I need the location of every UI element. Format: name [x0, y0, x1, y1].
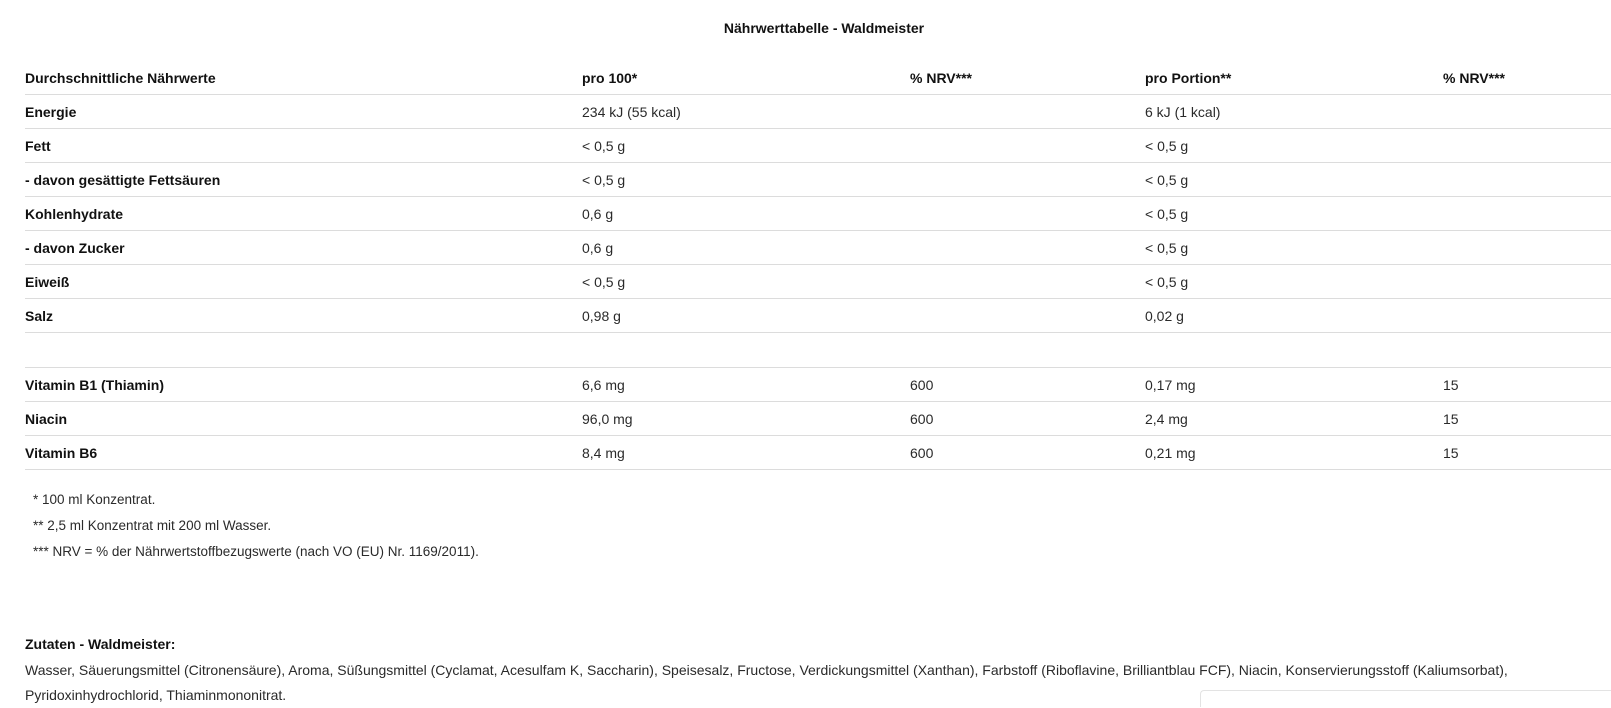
per-portion-value: < 0,5 g — [1145, 197, 1443, 231]
table-row — [25, 95, 1611, 129]
nrv-portion-value — [1443, 163, 1611, 197]
table-row — [25, 436, 1611, 470]
nrv-portion-value: 15 — [1443, 402, 1611, 436]
per-100-value: 8,4 mg — [582, 436, 910, 470]
per-100-value: 6,6 mg — [582, 368, 910, 402]
table-row — [25, 368, 1611, 402]
nrv-100-value: 600 — [910, 368, 1145, 402]
header-per-portion: pro Portion** — [1145, 61, 1443, 95]
nrv-portion-value — [1443, 299, 1611, 333]
ingredients-heading: Zutaten - Waldmeister: — [25, 636, 176, 652]
header-nrv-portion: % NRV*** — [1443, 61, 1611, 95]
nrv-100-value — [910, 333, 1145, 368]
nrv-portion-value — [1443, 197, 1611, 231]
table-row — [25, 197, 1611, 231]
nutrient-label: - davon Zucker — [25, 231, 582, 265]
table-row — [25, 402, 1611, 436]
header-nrv-100: % NRV*** — [910, 61, 1145, 95]
nutrient-label: Kohlenhydrate — [25, 197, 582, 231]
per-100-value: < 0,5 g — [582, 129, 910, 163]
nutrient-label: Energie — [25, 95, 582, 129]
per-100-value: < 0,5 g — [582, 163, 910, 197]
per-portion-value: 6 kJ (1 kcal) — [1145, 95, 1443, 129]
per-100-value: 234 kJ (55 kcal) — [582, 95, 910, 129]
nrv-100-value — [910, 265, 1145, 299]
nrv-portion-value — [1443, 265, 1611, 299]
table-header-row — [25, 61, 1611, 95]
footnotes — [33, 491, 479, 569]
per-portion-value — [1145, 333, 1443, 368]
nrv-100-value — [910, 231, 1145, 265]
per-portion-value: 0,21 mg — [1145, 436, 1443, 470]
table-row — [25, 265, 1611, 299]
nutrient-label: Fett — [25, 129, 582, 163]
per-portion-value: 0,02 g — [1145, 299, 1443, 333]
per-100-value — [582, 333, 910, 368]
per-100-value: 96,0 mg — [582, 402, 910, 436]
per-portion-value: < 0,5 g — [1145, 231, 1443, 265]
table-row — [25, 129, 1611, 163]
nutrient-label: - davon gesättigte Fettsäuren — [25, 163, 582, 197]
nrv-portion-value — [1443, 231, 1611, 265]
table-spacer-row — [25, 333, 1611, 368]
nrv-portion-value — [1443, 129, 1611, 163]
nutrition-table — [25, 61, 1611, 470]
nutrient-label: Vitamin B6 — [25, 436, 582, 470]
nutrient-label — [25, 333, 582, 368]
footnote-per-100: * 100 ml Konzentrat. — [33, 492, 156, 507]
header-nutrient: Durchschnittliche Nährwerte — [25, 61, 582, 95]
nrv-100-value — [910, 129, 1145, 163]
header-per-100: pro 100* — [582, 61, 910, 95]
table-row — [25, 299, 1611, 333]
per-100-value: < 0,5 g — [582, 265, 910, 299]
page-title: Nährwerttabelle - Waldmeister — [723, 20, 925, 36]
nutrient-label: Salz — [25, 299, 582, 333]
per-portion-value: 0,17 mg — [1145, 368, 1443, 402]
per-100-value: 0,6 g — [582, 231, 910, 265]
nrv-100-value: 600 — [910, 436, 1145, 470]
nrv-100-value: 600 — [910, 402, 1145, 436]
table-row — [25, 231, 1611, 265]
nrv-portion-value: 15 — [1443, 436, 1611, 470]
per-portion-value: < 0,5 g — [1145, 129, 1443, 163]
nutrient-label: Vitamin B1 (Thiamin) — [25, 368, 582, 402]
nutrient-label: Niacin — [25, 402, 582, 436]
per-100-value: 0,98 g — [582, 299, 910, 333]
table-row — [25, 163, 1611, 197]
nutrient-label: Eiweiß — [25, 265, 582, 299]
per-portion-value: < 0,5 g — [1145, 265, 1443, 299]
footnote-per-portion: ** 2,5 ml Konzentrat mit 200 ml Wasser. — [33, 518, 272, 533]
nrv-portion-value: 15 — [1443, 368, 1611, 402]
nrv-100-value — [910, 197, 1145, 231]
nrv-portion-value — [1443, 333, 1611, 368]
nrv-portion-value — [1443, 95, 1611, 129]
per-portion-value: 2,4 mg — [1145, 402, 1443, 436]
nrv-100-value — [910, 299, 1145, 333]
per-portion-value: < 0,5 g — [1145, 163, 1443, 197]
ingredients-text: Wasser, Säuerungsmittel (Citronensäure), Aroma, Süßungsmittel (Cyclamat, Acesulfam K, Saccharin), Speisesalz, Fructose, Verdickungsmittel (Xanthan), Farbstoff (Riboflavine, Brilliantblau FCF), Niacin, Konservierungsstoff (Kaliumsorbat), Pyridoxinhydrochlorid, Thiaminmononitrat. — [25, 662, 1508, 703]
nrv-100-value — [910, 95, 1145, 129]
per-100-value: 0,6 g — [582, 197, 910, 231]
footnote-nrv: *** NRV = % der Nährwertstoffbezugswerte (nach VO (EU) Nr. 1169/2011). — [33, 544, 479, 559]
overlay-panel-edge — [1200, 690, 1611, 707]
nrv-100-value — [910, 163, 1145, 197]
